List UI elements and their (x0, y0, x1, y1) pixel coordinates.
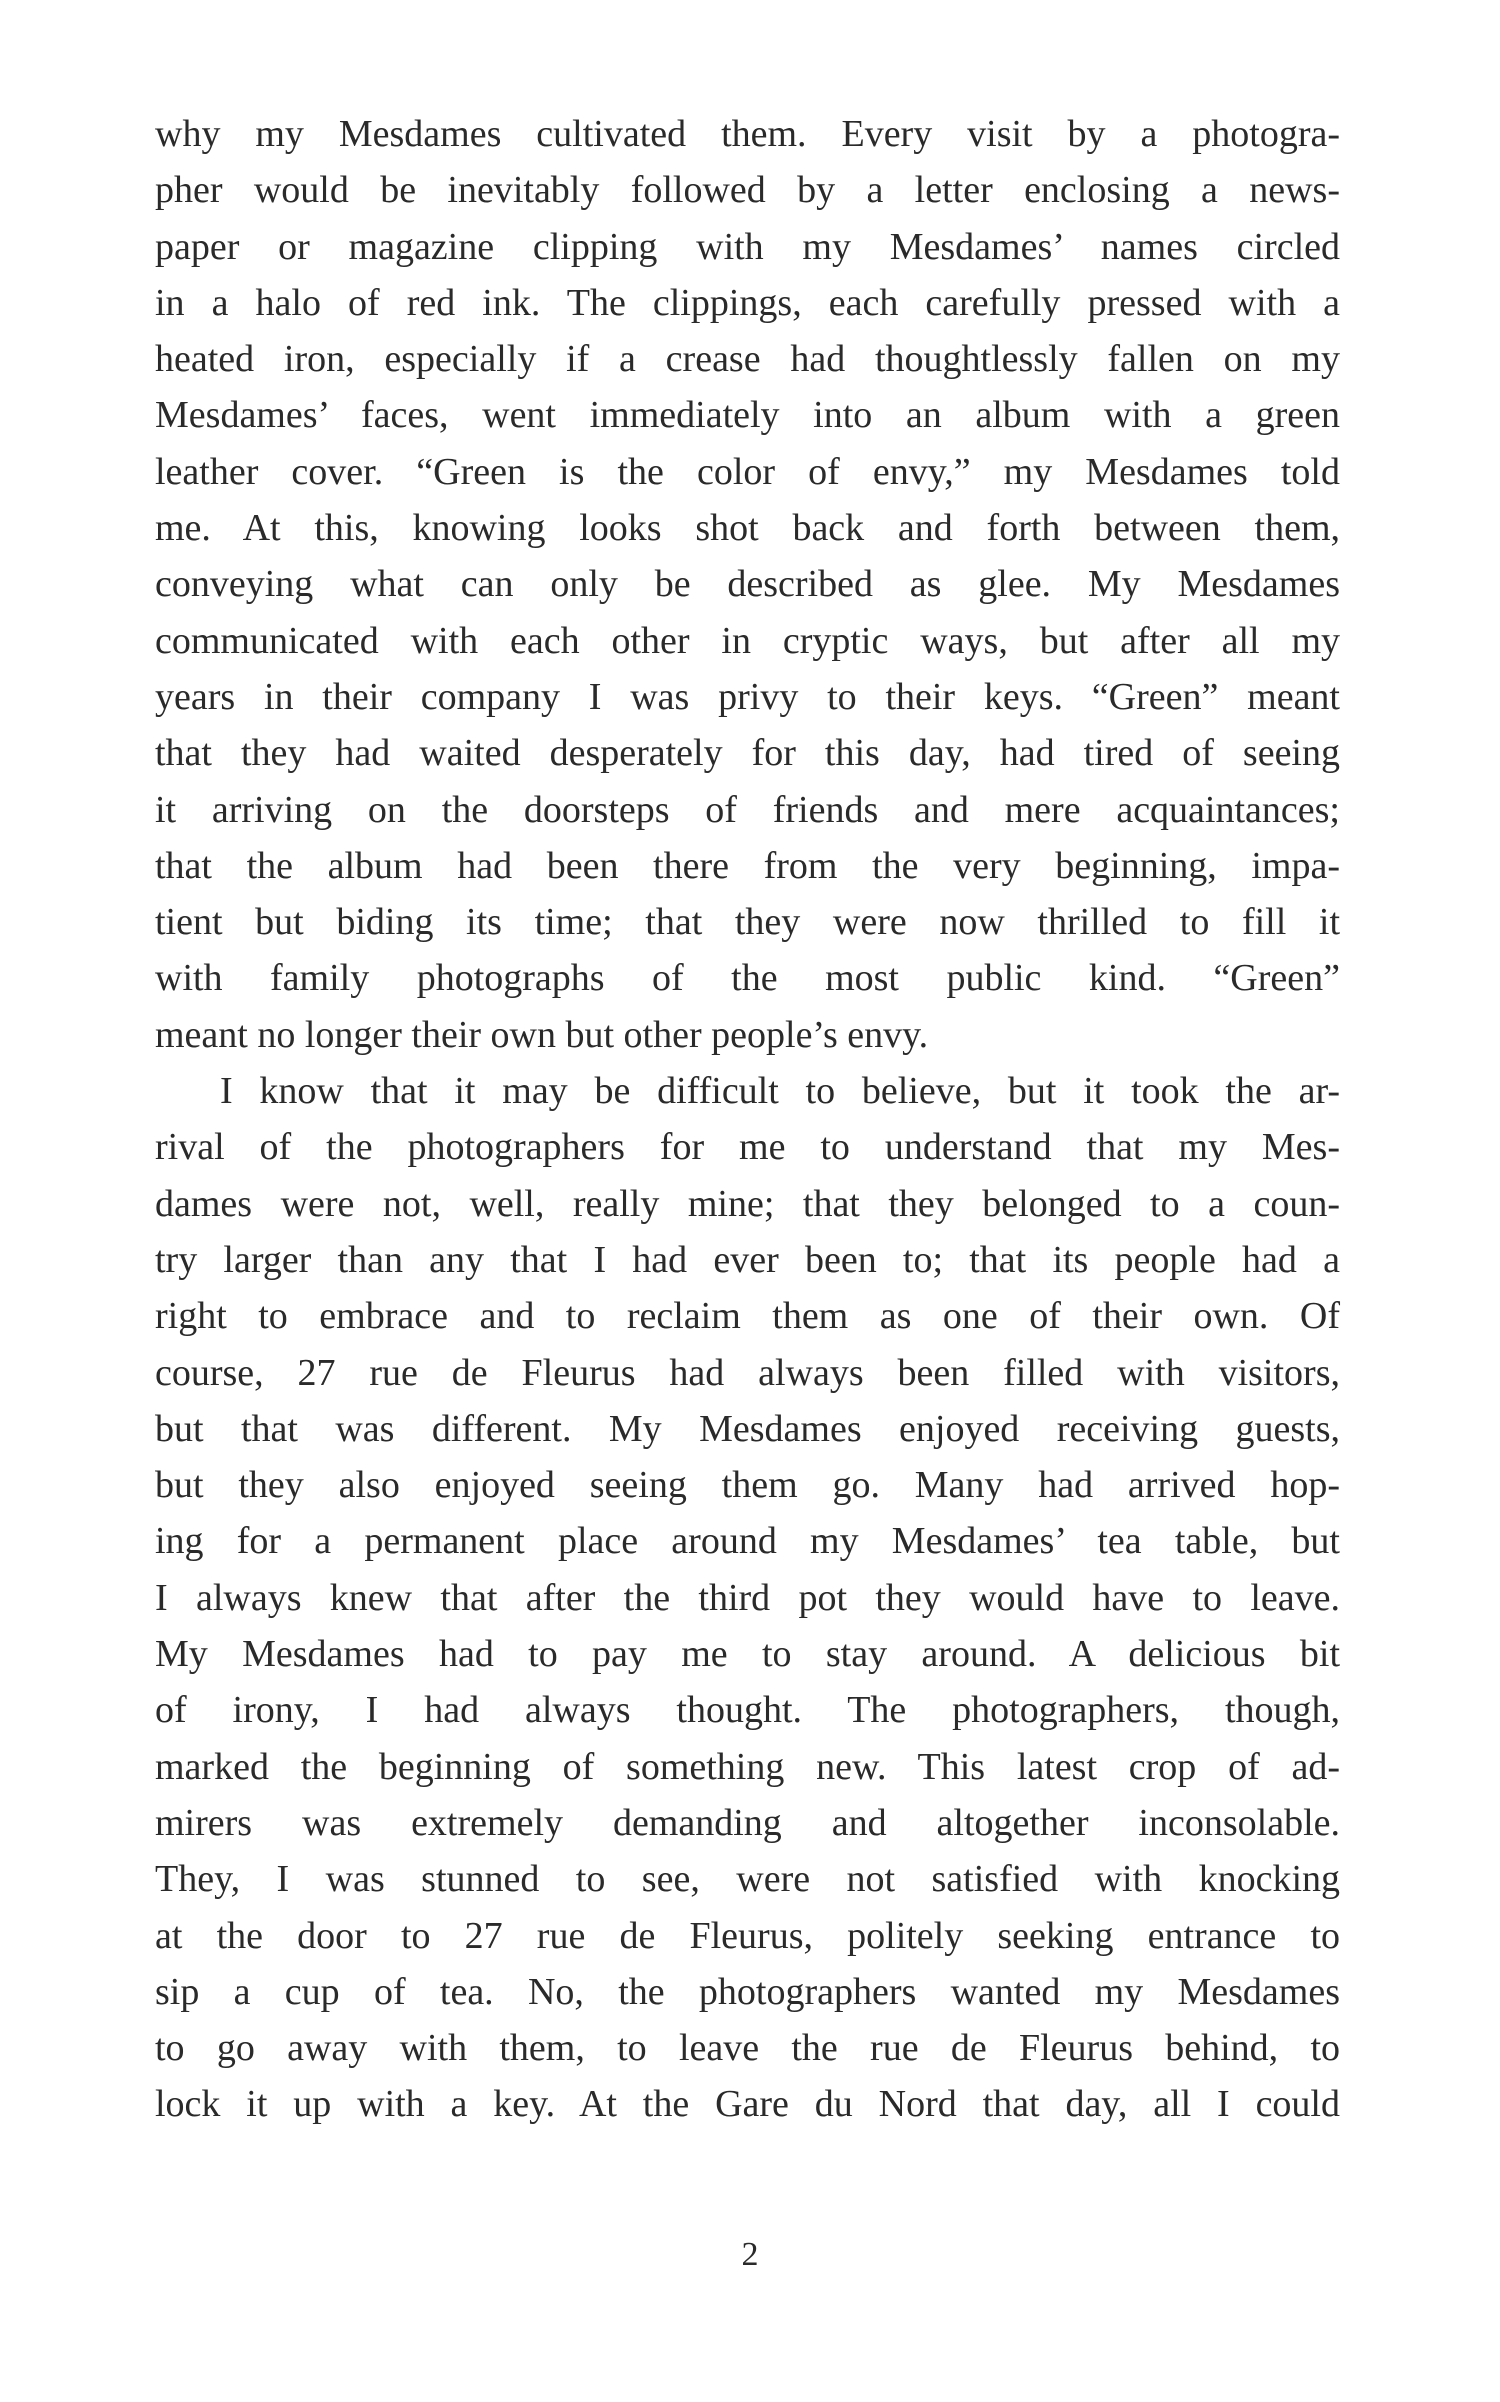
text-line: Mesdames’ faces, went immediately into an album with a green (155, 394, 1340, 437)
text-line: meant no longer their own but other people’s envy. (155, 1013, 929, 1056)
text-line: pher would be inevitably followed by a letter enclosing a news- (155, 169, 1340, 212)
text-line: try larger than any that I had ever been to; that its people had a (155, 1238, 1340, 1281)
text-line: with family photographs of the most public kind. “Green” (155, 957, 1340, 1000)
text-line: course, 27 rue de Fleurus had always been filled with visitors, (155, 1351, 1340, 1394)
text-line: right to embrace and to reclaim them as one of their own. Of (155, 1295, 1340, 1338)
text-line: that the album had been there from the very beginning, impa- (155, 844, 1340, 887)
text-line: marked the beginning of something new. This latest crop of ad- (155, 1745, 1340, 1788)
text-line: My Mesdames had to pay me to stay around. A delicious bit (155, 1633, 1340, 1676)
body-text (155, 106, 1340, 2133)
text-line: but they also enjoyed seeing them go. Many had arrived hop- (155, 1464, 1340, 1507)
text-line: to go away with them, to leave the rue de Fleurus behind, to (155, 2027, 1340, 2070)
text-line: at the door to 27 rue de Fleurus, politely seeking entrance to (155, 1914, 1340, 1957)
text-line: I always knew that after the third pot they would have to leave. (155, 1576, 1340, 1619)
text-line: conveying what can only be described as glee. My Mesdames (155, 563, 1340, 606)
text-line: leather cover. “Green is the color of envy,” my Mesdames told (155, 450, 1340, 493)
text-line: They, I was stunned to see, were not satisfied with knocking (155, 1858, 1340, 1901)
text-line: sip a cup of tea. No, the photographers wanted my Mesdames (155, 1970, 1340, 2013)
text-line: why my Mesdames cultivated them. Every visit by a photogra- (155, 113, 1340, 155)
text-line: tient but biding its time; that they were now thrilled to fill it (155, 901, 1340, 944)
paragraph (155, 1063, 1340, 2133)
text-line: communicated with each other in cryptic ways, but after all my (155, 619, 1340, 662)
text-line: but that was different. My Mesdames enjoyed receiving guests, (155, 1407, 1340, 1450)
text-line: years in their company I was privy to their keys. “Green” meant (155, 675, 1340, 718)
text-line: me. At this, knowing looks shot back and forth between them, (155, 507, 1340, 550)
text-line: it arriving on the doorsteps of friends and mere acquaintances; (155, 788, 1340, 831)
text-line: heated iron, especially if a crease had thoughtlessly fallen on my (155, 338, 1340, 381)
page-number: 2 (741, 2236, 759, 2273)
text-line: ing for a permanent place around my Mesdames’ tea table, but (155, 1520, 1340, 1563)
text-line: dames were not, well, really mine; that they belonged to a coun- (155, 1182, 1340, 1225)
paragraph (155, 106, 1340, 1063)
text-line: rival of the photographers for me to understand that my Mes- (155, 1126, 1340, 1169)
text-line: mirers was extremely demanding and altogether inconsolable. (155, 1801, 1340, 1844)
text-line: paper or magazine clipping with my Mesdames’ names circled (155, 225, 1340, 268)
text-line: lock it up with a key. At the Gare du Nord that day, all I could (155, 2083, 1340, 2126)
text-line: in a halo of red ink. The clippings, each carefully pressed with a (155, 281, 1340, 324)
text-line: that they had waited desperately for this day, had tired of seeing (155, 732, 1340, 775)
text-line: of irony, I had always thought. The photographers, though, (155, 1689, 1340, 1732)
text-line: I know that it may be difficult to believe, but it took the ar- (220, 1070, 1340, 1113)
